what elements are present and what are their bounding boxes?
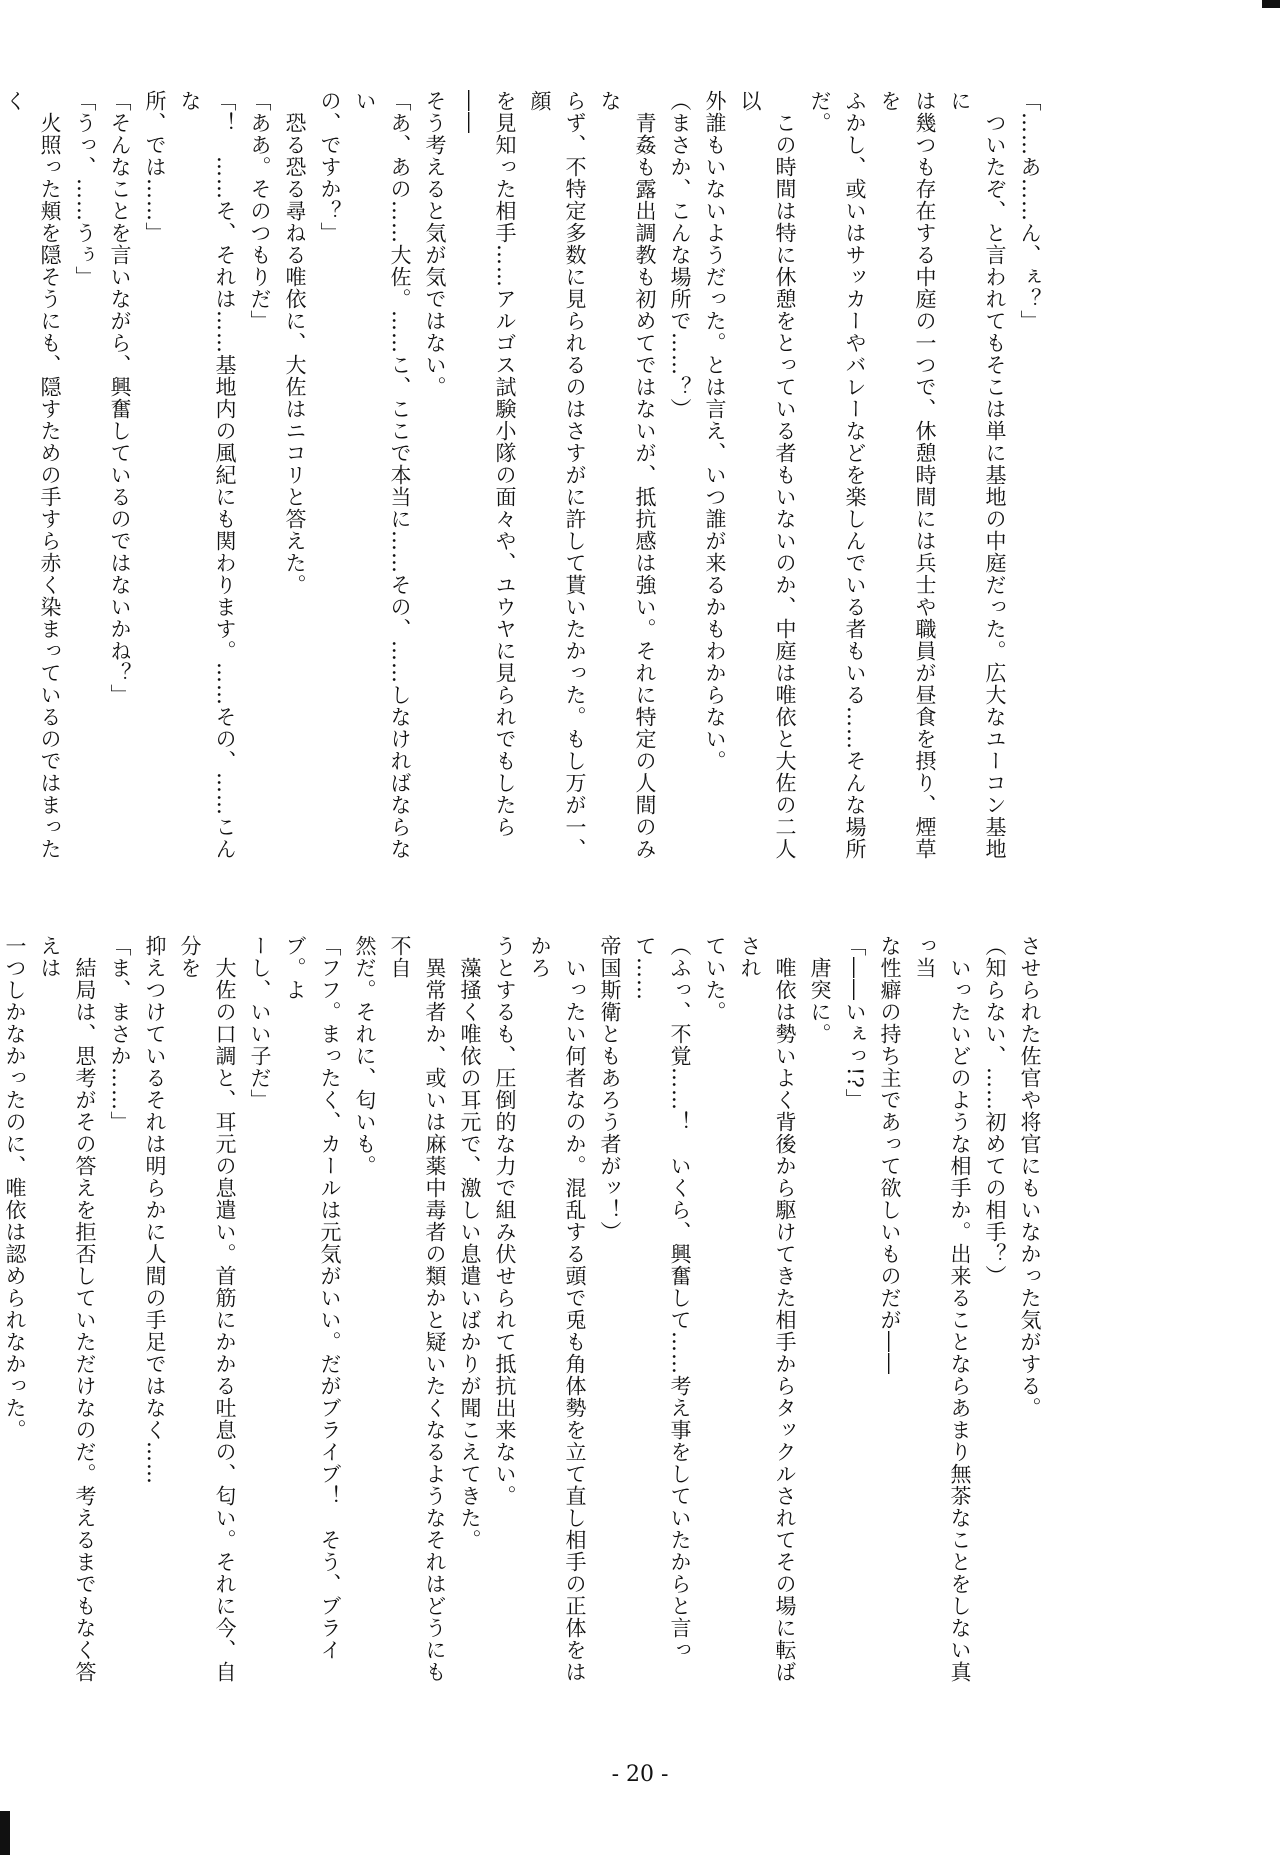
text-line: 一つしかなかったのに、唯依は認められなかった。 — [3, 935, 27, 1441]
text-line: 「ああ。そのつもりだ」 — [248, 90, 272, 332]
text-line: 「そんなことを言いながら、興奮しているのではないかね？」 — [108, 90, 132, 706]
text-line: ついたぞ、と言われてもそこは単に基地の中庭だった。広大なユーコン基地に — [948, 90, 1007, 860]
text-line: 「フフ。まったく、カールは元気がいい。だがブライブ！ そう、ブライブ。よ — [283, 935, 342, 1661]
text-line: 大佐の口調と、耳元の息遣い。首筋にかかる吐息の、匂い。それに今、自分を — [178, 935, 237, 1683]
text-line: 「うっ、……うぅ」 — [73, 90, 97, 288]
text-line: 外誰もいないようだった。とは言え、いつ誰が来るかもわからない。 — [703, 90, 727, 772]
text-line: 藻掻く唯依の耳元で、激しい息遣いばかりが聞こえてきた。 — [458, 935, 482, 1551]
text-line: 抑えつけているそれは明らかに人間の手足ではなく…… — [143, 935, 167, 1485]
text-line: うとするも、圧倒的な力で組み伏せられて抵抗出来ない。 — [493, 935, 517, 1507]
text-line: させられた佐官や将官にもいなかった気がする。 — [1018, 935, 1042, 1419]
text-line: （まさか、こんな場所で……？） — [668, 90, 692, 420]
text-line: 「――いぇっ!?」 — [843, 935, 867, 1111]
bottom-text-block — [3, 935, 1047, 1690]
text-line: 「ま、まさか……」 — [108, 935, 132, 1133]
text-line: な性癖の持ち主であって欲しいものだが―― — [878, 935, 902, 1375]
text-line: （知らない、……初めての相手？） — [983, 935, 1007, 1287]
text-line: 青姦も露出調教も初めてではないが、抵抗感は強い。それに特定の人間のみな — [598, 90, 657, 860]
top-text-block — [3, 90, 1047, 860]
text-line: 帝国斯衛ともあろう者がッ！） — [598, 935, 622, 1243]
text-line: ていた。 — [703, 935, 727, 1023]
text-line: この時間は特に休憩をとっている者もいないのか、中庭は唯依と大佐の二人以 — [738, 90, 797, 860]
text-line: 所、では……」 — [143, 90, 167, 244]
text-line: 「……あ……ん、ぇ？」 — [1018, 90, 1042, 332]
text-line: 「！ ……そ、それは……基地内の風紀にも関わります。……その、……こんな — [178, 90, 237, 860]
text-line: 異常者か、或いは麻薬中毒者の類かと疑いたくなるようなそれはどうにも不自 — [388, 935, 447, 1683]
text-line: 唯依は勢いよく背後から駆けてきた相手からタックルされてその場に転ばされ — [738, 935, 797, 1683]
text-line: 「あ、あの……大佐。……こ、ここで本当に……その、……しなければならない — [353, 90, 412, 860]
text-line: 恐る恐る尋ねる唯依に、大佐はニコリと答えた。 — [283, 90, 307, 596]
scan-edge-mark — [0, 1811, 10, 1855]
scan-corner-mark — [1262, 0, 1280, 8]
text-line: （ふっ、不覚……！ いくら、興奮して……考え事をしていたからと言って…… — [633, 935, 692, 1661]
page-number: - 20 - — [611, 1762, 669, 1787]
text-line: は幾つも存在する中庭の一つで、休憩時間には兵士や職員が昼食を摂り、煙草を — [878, 90, 937, 860]
text-line: 結局は、思考がその答えを拒否していただけなのだ。考えるまでもなく答えは — [38, 935, 97, 1683]
text-line: 然だ。それに、匂いも。 — [353, 935, 377, 1177]
text-line: そう考えると気が気ではない。 — [423, 90, 447, 398]
text-line: ふかし、或いはサッカーやバレーなどを楽しんでいる者もいる……そんな場所だ。 — [808, 90, 867, 860]
text-line: いったいどのような相手か。出来ることならあまり無茶なことをしない真っ当 — [913, 935, 972, 1683]
text-line: を見知った相手……アルゴス試験小隊の面々や、ユウヤに見られでもしたら―― — [458, 90, 517, 838]
text-line: ーし、いい子だ」 — [248, 935, 272, 1111]
text-line: の、ですか？」 — [318, 90, 342, 244]
text-line: 唐突に。 — [808, 935, 832, 1045]
text-line: いったい何者なのか。混乱する頭で兎も角体勢を立て直し相手の正体をはかろ — [528, 935, 587, 1683]
text-line: らず、不特定多数に見られるのはさすがに許して貰いたかった。もし万が一、顔 — [528, 90, 587, 860]
text-line: 火照った頬を隠そうにも、隠すための手すら赤く染まっているのではまったく — [3, 90, 62, 860]
